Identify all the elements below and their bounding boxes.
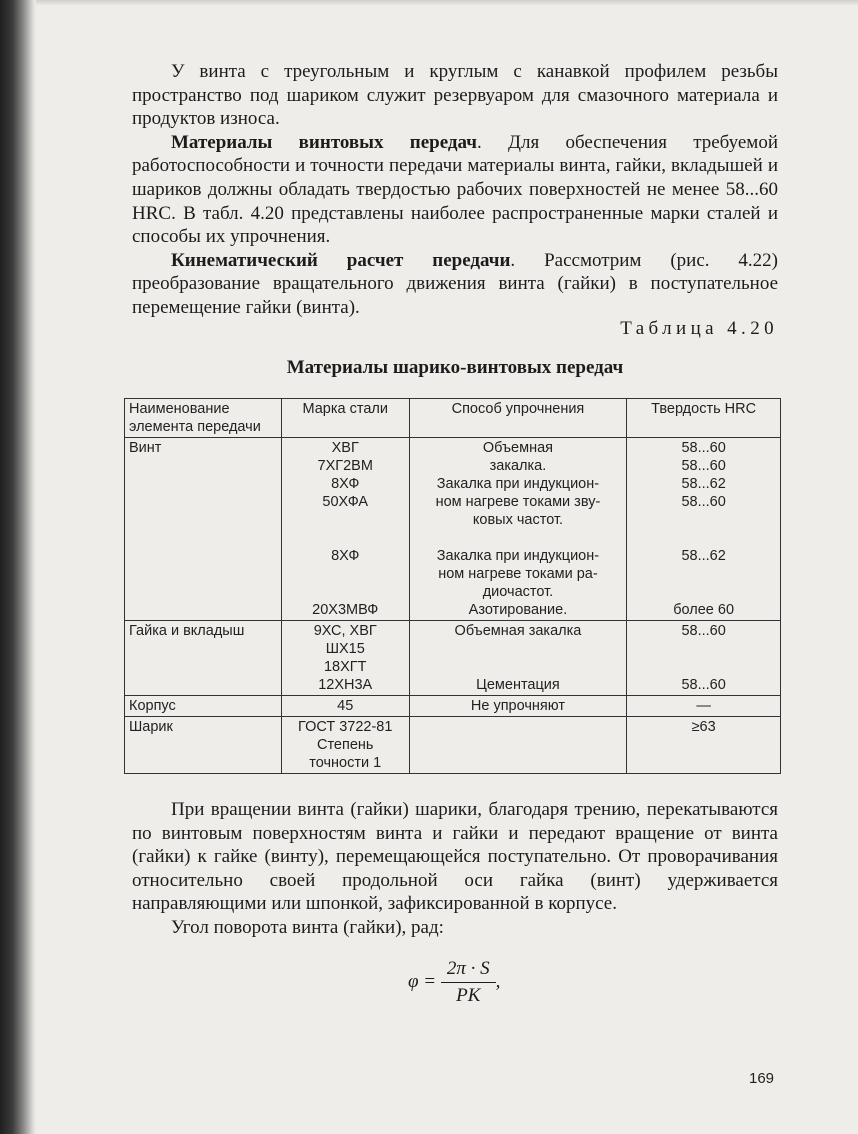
method-line: Объемная закалка [454,623,582,639]
cell-steel [281,717,409,774]
cell-method [409,717,627,774]
method-line [414,658,623,676]
method-line: Закалка при индукцион- [436,476,600,492]
paragraph-1 [132,60,778,131]
steel-line: 8ХФ [331,476,360,492]
hardness-line [631,640,776,658]
rotation-angle-formula [408,958,500,1007]
steel-line: ХВГ [331,440,359,456]
materials-table [124,398,781,774]
cell-name [125,621,282,696]
paragraph-3 [132,249,778,320]
paragraph-2-text: . Для обеспечения требуемой работоспособности и точности передачи материалы винта, гайки, вкладышей и шариков должны обладать твердостью рабочих поверхностей не менее 58...60 HRC. В табл. 4.20 представлены наиболее распространенные марки сталей и способы их упрочнения. [132,131,778,248]
steel-line: 9ХС, ХВГ [313,623,377,639]
hardness-line [631,658,776,676]
paragraph-4: При вращении винта (гайки) шарики, благодаря трению, перекатываются по винтовым поверхностям винта и гайки и передают вращение от винта (гайки) к гайке (винту), перемещающейся поступательно. От проворачивания относительно своей продольной оси гайка (винт) удерживается направляющими или шпонкой, зафиксированной в корпусе. [132,799,778,915]
method-line: Не упрочняют [470,698,565,714]
table-row [125,438,781,621]
cell-hardness [627,717,781,774]
method-line [414,718,623,736]
hardness-line [631,511,776,529]
steel-line: 8ХФ [331,548,360,564]
paragraph-1-text: У винта с треугольным и круглым с канавкой профилем резьбы пространство под шариком служит резервуаром для смазочного материала и продуктов износа. [132,61,778,130]
hardness-line: — [696,698,711,714]
steel-line: Степень [316,737,374,753]
element-name: Гайка и вкладыш [129,623,245,639]
method-line: ном нагреве токами ра- [438,566,598,582]
steel-line [286,529,405,547]
page-number: 169 [749,1070,775,1087]
formula-numerator: 2π · S [441,958,496,983]
table-row [125,696,781,717]
hardness-line [631,565,776,583]
hardness-line: 58...60 [681,494,726,510]
method-line: ном нагреве токами зву- [435,494,601,510]
cell-method [409,621,627,696]
cell-hardness [627,621,781,696]
steel-line [286,565,405,583]
hardness-line: 58...62 [681,548,726,564]
table-row [125,717,781,774]
cell-steel [281,621,409,696]
cell-name [125,438,282,621]
element-name: Винт [129,440,162,456]
steel-line: 45 [337,698,354,714]
steel-line [286,583,405,601]
cell-hardness [627,696,781,717]
method-line: диочастот. [482,584,554,600]
steel-line: 7ХГ2ВМ [317,458,373,474]
cell-steel [281,696,409,717]
hardness-line: 58...60 [681,677,726,693]
steel-line: точности 1 [309,755,382,771]
formula-fraction [441,958,496,1007]
element-name: Корпус [129,698,176,714]
cell-name [125,717,282,774]
hardness-line: ≥63 [691,719,716,735]
steel-line: 50ХФА [322,494,369,510]
column-header-method: Способ упрочнения [409,399,627,438]
table-caption: Материалы шарико-винтовых передач [286,357,624,378]
method-line: Объемная [482,440,553,456]
cell-hardness [627,438,781,621]
column-header-steel: Марка стали [281,399,409,438]
method-line: Цементация [476,677,560,693]
formula-denominator: PK [456,985,481,1006]
hardness-line [631,529,776,547]
paragraph-2 [132,131,778,249]
steel-line [286,511,405,529]
formula-tail: , [495,970,501,992]
heading-kinematics: Кинематический расчет передачи [171,249,511,271]
steel-line: 12ХН3А [318,677,373,693]
cell-method [409,696,627,717]
method-line: Закалка при индукцион- [436,548,600,564]
book-spine-shadow [0,0,36,1134]
element-name: Шарик [129,719,173,735]
steel-line: 20Х3МВФ [312,602,379,618]
heading-materials: Материалы винтовых передач [171,131,477,153]
body-text-bottom [132,798,778,940]
hardness-line: 58...62 [681,476,726,492]
column-header-hardness: Твердость HRC [627,399,781,438]
hardness-line: 58...60 [681,458,726,474]
column-header-element: Наименование элемента передачи [125,399,282,438]
page-top-edge [0,0,858,6]
cell-steel [281,438,409,621]
steel-line: ШХ15 [325,641,365,657]
hardness-line: более 60 [673,602,735,618]
hardness-line [631,583,776,601]
paragraph-3-text: . Рассмотрим (рис. 4.22) преобразование вращательного движения винта (гайки) в поступательное перемещение гайки (винта). [132,249,779,318]
method-line: ковых частот. [472,512,564,528]
body-text-top [132,60,778,320]
method-line: Азотирование. [468,602,568,618]
table-header-row [125,399,781,438]
table-label: Таблица 4.20 [620,318,778,339]
method-line [414,640,623,658]
table-row [125,621,781,696]
paragraph-5: Угол поворота винта (гайки), рад: [171,916,444,938]
method-line [414,529,623,547]
hardness-line: 58...60 [681,440,726,456]
steel-line: 18ХГТ [323,659,367,675]
hardness-line: 58...60 [681,623,726,639]
formula-lhs: φ = [408,970,437,992]
cell-method [409,438,627,621]
steel-line: ГОСТ 3722-81 [298,719,393,735]
cell-name [125,696,282,717]
method-line: закалка. [489,458,547,474]
